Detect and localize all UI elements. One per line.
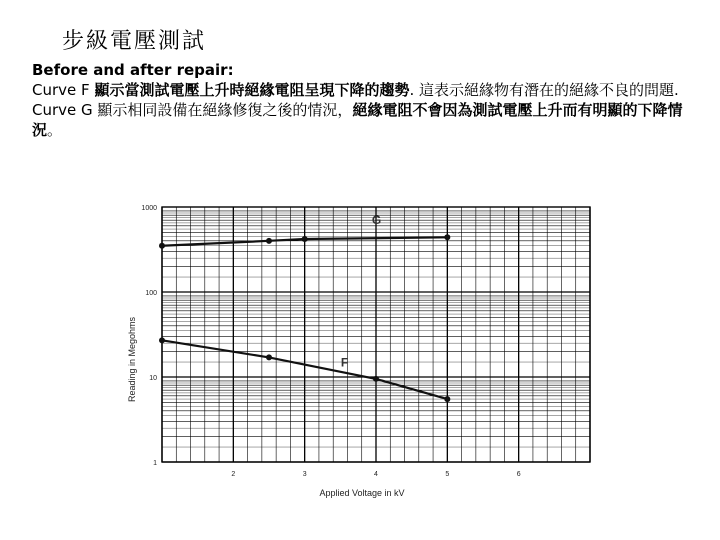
data-point (159, 337, 165, 343)
before-after-heading: Before and after repair: (32, 61, 234, 79)
curve-g-bold-text: 絕緣電阻不會因為測試電壓上升而有明顯的下降情況 (32, 101, 683, 139)
y-tick-label: 100 (145, 290, 157, 297)
curve-f-text: . 這表示絕緣物有潛在的絕緣不良的問題. (409, 81, 679, 99)
y-tick-label: 10 (149, 375, 157, 382)
curve-f-label: Curve F (32, 81, 90, 99)
data-point (266, 354, 272, 360)
data-point (444, 234, 450, 240)
x-tick-label: 4 (374, 471, 378, 478)
curve-g-end: 。 (47, 121, 63, 139)
x-tick-label: 2 (231, 471, 236, 478)
data-point (373, 376, 379, 382)
y-tick-label: 1 (153, 460, 157, 467)
chart-grid (162, 207, 590, 462)
curve-f-bold-text: 顯示當測試電壓上升時絕緣電阻呈現下降的趨勢 (94, 81, 410, 99)
data-point (302, 236, 308, 242)
x-tick-label: 5 (445, 471, 450, 478)
curve-label-F: F (340, 355, 349, 370)
data-point (444, 396, 450, 402)
data-point (266, 238, 272, 244)
curve-g-text: 顯示相同設備在絕緣修復之後的情況， (92, 101, 353, 119)
curve-label-G: G (371, 213, 382, 228)
chart-ticks (141, 205, 520, 478)
data-point (159, 243, 165, 249)
x-axis-label: Applied Voltage in kV (319, 488, 405, 498)
page-title: 步級電壓測試 (62, 29, 207, 54)
curve-g-label: Curve G (32, 101, 93, 119)
x-tick-label: 6 (516, 471, 521, 478)
y-axis-label: Reading in Megohms (127, 316, 137, 403)
x-tick-label: 3 (302, 471, 307, 478)
y-tick-label: 1000 (141, 205, 157, 212)
